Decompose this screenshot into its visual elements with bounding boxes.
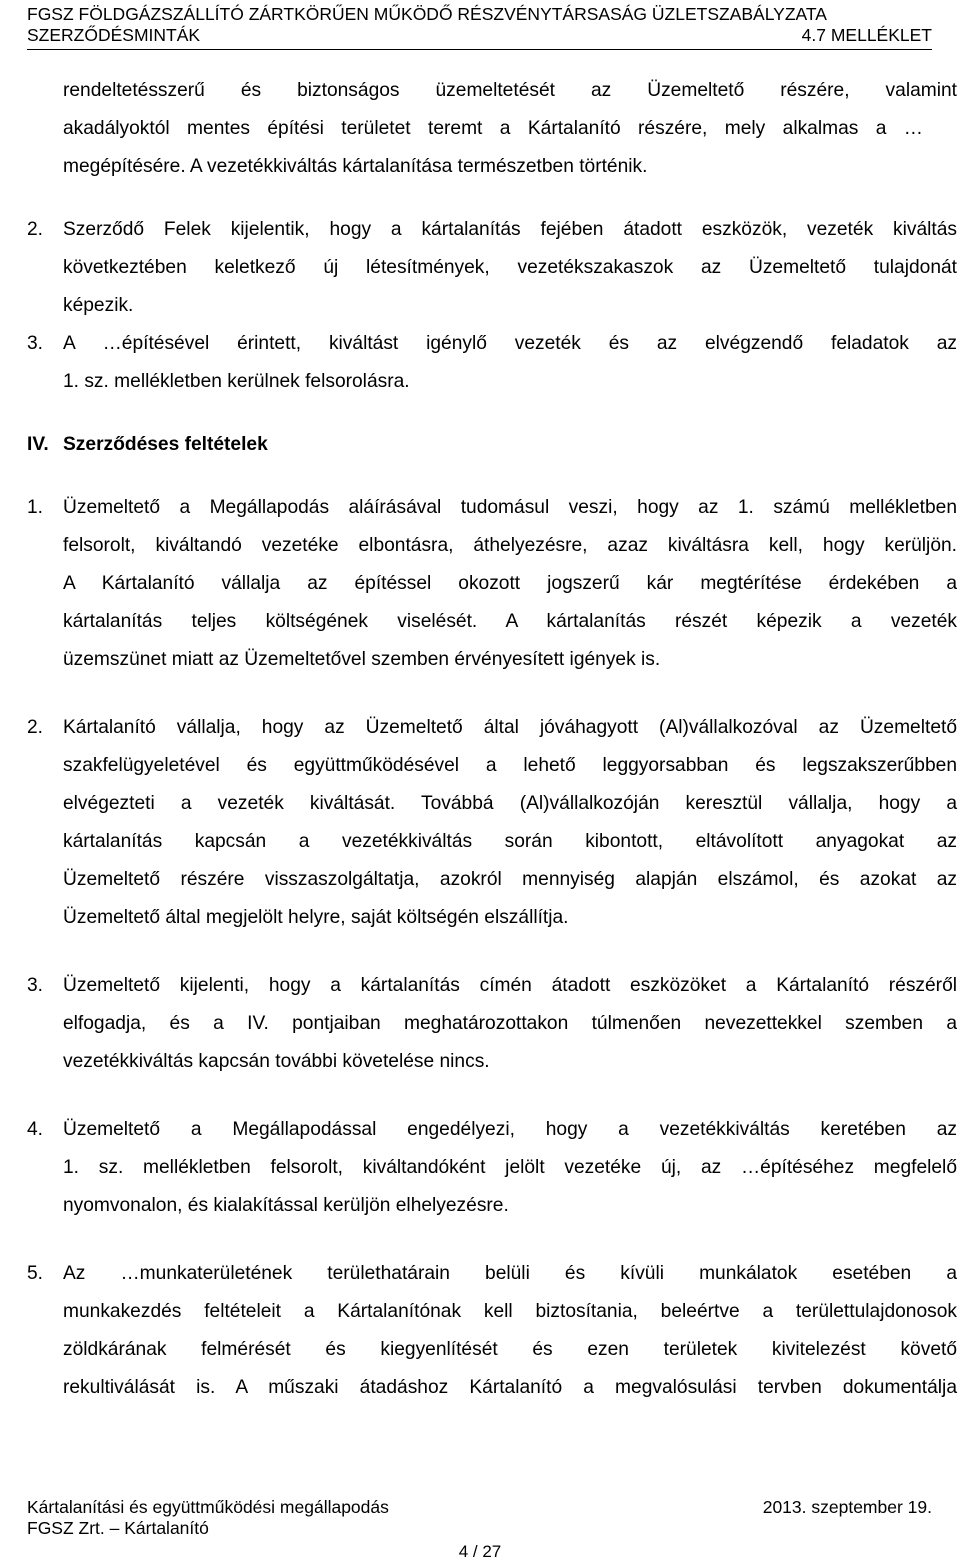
page-header bbox=[27, 4, 932, 46]
text-line: 3. A …építésével érintett, kiváltást igénylő vezeték és az elvégzendő feladatok az bbox=[27, 325, 957, 363]
text-line bbox=[27, 110, 957, 148]
item-number: 2. bbox=[27, 219, 44, 240]
text-line: 2. Szerződő Felek kijelentik, hogy a kártalanítás fejében átadott eszközök, vezeték kiváltás bbox=[27, 211, 957, 249]
text-line-content: akadályoktól mentes építési területet teremt a Kártalanító részére, mely alkalmas a … bbox=[63, 118, 923, 139]
text-line: 1. Üzemeltető a Megállapodás aláírásával tudomásul veszi, hogy az 1. számú mellékletben bbox=[27, 489, 957, 527]
text-line: 1. sz. mellékletben kerülnek felsorolásra. bbox=[63, 371, 410, 392]
text-line: képezik. bbox=[63, 295, 134, 316]
text-line: felsorolt, kiváltandó vezetéke elbontásra, áthelyezésre, azaz kiváltásra kell, hogy kerüljön. bbox=[63, 535, 957, 556]
footer-document-title: Kártalanítási és együttműködési megállapodás bbox=[27, 1497, 389, 1517]
text-line: munkakezdés feltételeit a Kártalanítónak kell biztosítania, beleértve a területtulajdonosok bbox=[63, 1301, 957, 1322]
text-line: elfogadja, és a IV. pontjaiban meghatározottakon túlmenően nevezettekkel szemben a bbox=[63, 1013, 957, 1034]
footer-date: 2013. szeptember 19. bbox=[762, 1497, 932, 1517]
text-line: A Kártalanító vállalja az építéssel okozott jogszerű kár megtérítése érdekében a bbox=[63, 573, 957, 594]
text-line: nyomvonalon, és kialakítással kerüljön elhelyezésre. bbox=[63, 1195, 509, 1216]
header-left: SZERZŐDÉSMINTÁK bbox=[27, 25, 201, 45]
text-line: rendeltetésszerű és biztonságos üzemeltetését az Üzemeltető részére, valamint bbox=[63, 80, 957, 101]
text-line: kártalanítás teljes költségének viselését. A kártalanítás részét képezik a vezeték bbox=[63, 611, 957, 632]
text-line: vezetékkiváltás kapcsán további követelése nincs. bbox=[63, 1051, 490, 1072]
list-item bbox=[27, 1111, 957, 1225]
text-line: megépítésére. A vezetékkiváltás kártalanítása természetben történik. bbox=[63, 156, 648, 177]
item-number: 4. bbox=[27, 1119, 44, 1140]
text-line: üzemszünet miatt az Üzemeltetővel szemben érvényesített igények is. bbox=[63, 649, 661, 670]
item-number: 2. bbox=[27, 717, 44, 738]
footer-parties: FGSZ Zrt. – Kártalanító bbox=[27, 1518, 209, 1538]
list-item bbox=[27, 325, 957, 401]
item-number: 1. bbox=[27, 497, 44, 518]
text-line: 5. Az …munkaterületének területhatárain belüli és kívüli munkálatok esetében a bbox=[27, 1255, 957, 1293]
text-line: Üzemeltető részére visszaszolgáltatja, azokról mennyiség alapján elszámol, és azokat az bbox=[63, 869, 957, 890]
page-number: 4 / 27 bbox=[458, 1542, 502, 1561]
list-item bbox=[27, 709, 957, 937]
text-line: rekultiválását is. A műszaki átadáshoz Kártalanító a megvalósulási tervben dokumentálja bbox=[63, 1377, 957, 1398]
text-line: szakfelügyeletével és együttműködésével a lehető leggyorsabban és legszakszerűbben bbox=[63, 755, 957, 776]
text-line: 3. Üzemeltető kijelenti, hogy a kártalanítás címén átadott eszközöket a Kártalanító részéről bbox=[27, 967, 957, 1005]
text-line: kártalanítás kapcsán a vezetékkiváltás során kibontott, eltávolított anyagokat az bbox=[63, 831, 957, 852]
text-line: következtében keletkező új létesítmények, vezetékszakaszok az Üzemeltető tulajdonát bbox=[63, 257, 957, 278]
header-title: FGSZ FÖLDGÁZSZÁLLÍTÓ ZÁRTKÖRŰEN MŰKÖDŐ RÉSZVÉNYTÁRSASÁG ÜZLETSZABÁLYZATA bbox=[27, 4, 827, 24]
text-line: 2. Kártalanító vállalja, hogy az Üzemeltető által jóváhagyott (Al)vállalkozóval az Üzemeltető bbox=[27, 709, 957, 747]
text-line: 1. sz. mellékletben felsorolt, kiváltandóként jelölt vezetéke új, az …építéséhez megfelelő bbox=[63, 1157, 957, 1178]
text-line: zöldkárának felmérését és kiegyenlítését és ezen területek kivitelezést követő bbox=[63, 1339, 957, 1360]
section-number: IV. bbox=[27, 434, 49, 455]
list-item bbox=[27, 967, 957, 1081]
page-footer bbox=[27, 1497, 932, 1539]
item-number: 3. bbox=[27, 333, 44, 354]
list-item bbox=[27, 1255, 957, 1407]
header-divider bbox=[27, 49, 932, 50]
section-title: Szerződéses feltételek bbox=[63, 434, 268, 455]
list-item bbox=[27, 211, 957, 325]
item-number: 5. bbox=[27, 1263, 44, 1284]
text-line: elvégezteti a vezeték kiváltását. Továbbá (Al)vállalkozóján keresztül vállalja, hogy a bbox=[63, 793, 957, 814]
item-number: 3. bbox=[27, 975, 44, 996]
section-heading bbox=[27, 426, 957, 464]
list-item bbox=[27, 489, 957, 679]
header-right: 4.7 MELLÉKLET bbox=[801, 25, 932, 45]
text-line: 4. Üzemeltető a Megállapodással engedélyezi, hogy a vezetékkiváltás keretében az bbox=[27, 1111, 957, 1149]
text-line: Üzemeltető által megjelölt helyre, saját költségén elszállítja. bbox=[63, 907, 569, 928]
continuation-paragraph bbox=[27, 72, 957, 186]
document-body bbox=[27, 72, 957, 1407]
